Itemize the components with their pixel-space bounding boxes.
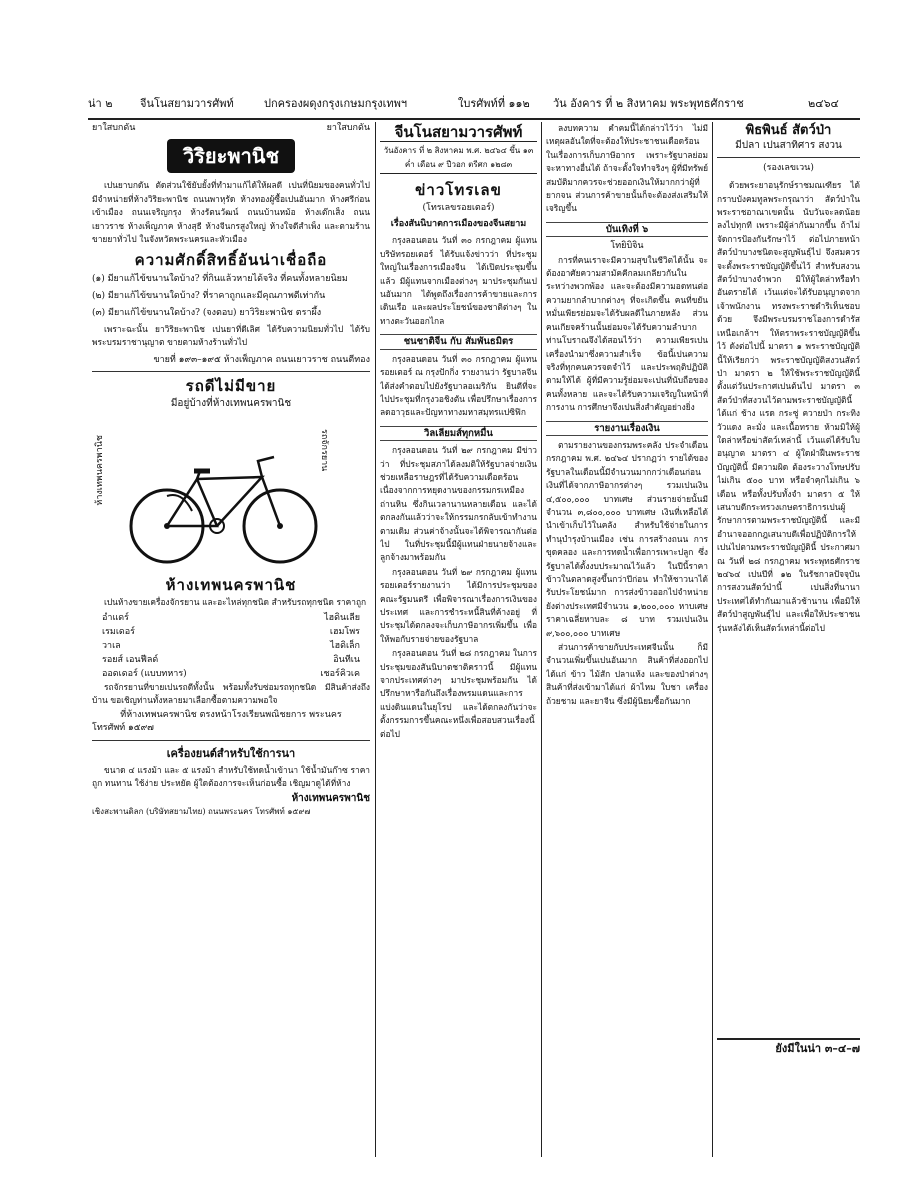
- bicycle-image: [122, 421, 322, 571]
- stock-left: เรมเดอร์: [102, 626, 136, 637]
- stock-row: [92, 625, 370, 639]
- question-item-3: (๓) มียาแก้ไข้ขนานใดบ้าง? (จงตอบ) ยาวิริยะพานิช ตราผึ้ง: [92, 307, 322, 318]
- news-topic: เรื่องสันนิบาตการเมืองของจีนสยาม: [390, 219, 527, 230]
- store-name: ห้างเทพนครพานิช: [165, 575, 297, 594]
- stock-right: ไฮดินเลีย: [324, 612, 360, 623]
- section-heading: บันเทิงที่ ๖: [546, 222, 708, 237]
- header-date: วัน อังคาร ที่ ๒ สิงหาคม พระพุทธศักราช: [553, 97, 744, 110]
- news-subheading: (โทรเลขรอยเตอร์): [422, 202, 495, 213]
- bike-vertical-left: ห้างเทพนครพานิช: [95, 434, 105, 506]
- header-paper-name: จีนโนสยามวารศัพท์: [140, 97, 234, 110]
- question-item-1: (๑) มียาแก้ไข้ขนานใดบ้าง? ที่กินแล้วหายได้จริง ที่คนทั้งหลายนิยม: [92, 273, 348, 284]
- law-title: พิธพินธ์ สัตว์ป่า: [745, 123, 832, 138]
- continued-note: ยังมีในน่า ๓–๔–๗: [717, 1038, 860, 1055]
- law-column: [717, 122, 860, 1162]
- news2-text: กรุงลอนดอน วันที่ ๓๐ กรกฎาคม ผู้แทนรอยเตอร์ ณ กรุงปักกิ่ง รายงานว่า รัฐบาลจีนได้ส่งคำตอบไปยังรัฐบาลอเมริกัน ยินดีที่จะไปประชุมที่กรุงวอชิงตัน เพื่อปรึกษาเรื่องการลดอาวุธและปัญหาทางมหาสมุทรแปซิฟิก: [380, 353, 537, 418]
- news-heading: ข่าวโทรเลข: [415, 181, 502, 200]
- question-text: เพราะฉะนั้น ยาวิริยะพานิช เปนยาที่ดีเลิศ ได้รับความนิยมทั่วไป ได้รับพระบรมราชานุญาต ขายตามห้างร้านทั่วไป: [92, 323, 370, 348]
- stock-left: รอยส์ เอนฟีลด์: [102, 654, 159, 665]
- section-text: การที่คนเราจะมีความสุขในชีวิตได้นั้น จะต้องอาศัยความสามัคคีกลมเกลียวกันในระหว่างพวกพ้อง และจะต้องมีความอดทนต่อความยากลำบากต่างๆ ที่จะเกิดขึ้น คนที่ขยันหมั่นเพียรย่อมจะได้รับผลดีในภายหลัง ส่วนคนเกียจคร้านนั้นย่อมจะได้รับความลำบาก ท่านโบราณจึงได้สอนไว้ว่า ความเพียรเปนเครื่องนำมาซึ่งความสำเร็จ ข้อนี้เปนความจริงที่ทุกคนควรจดจำไว้ และประพฤติปฏิบัติตามให้ได้ ผู้ที่มีความรู้ย่อมจะเปนที่นับถือของคนทั้งหลาย และจะได้รับความเจริญในหน้าที่การงาน การศึกษาจึงเปนสิ่งสำคัญอย่างยิ่ง: [546, 254, 708, 413]
- machine-store: ห้างเทพนครพานิช: [291, 792, 370, 804]
- news4-text: กรุงลอนดอน วันที่ ๒๙ กรกฎาคม ผู้แทนรอยเตอร์รายงานว่า ได้มีการประชุมของคณะรัฐมนตรี เพื่อพิจารณาเรื่องการเงินของประเทศ และการชำระหนี้สินที่ค้างอยู่ ที่ประชุมได้ตกลงจะเก็บภาษีอากรเพิ่มขึ้น เพื่อให้พอกับรายจ่ายของรัฐบาล: [380, 566, 537, 644]
- stock-text: รถจักรยานที่ขายเปนรถดีทั้งนั้น พร้อมทั้งรับซ่อมรถทุกชนิด มีสินค้าส่งถึงบ้าน ขอเชิญท่านทั้งหลายมาเลือกซื้อตามความพอใจ: [92, 681, 370, 706]
- sale-note: ขายที่ ๑๙๓–๑๙๕ ห้างเพ็ญภาค ถนนเยาวราช ถนนตีทอง: [153, 354, 370, 365]
- dateline: วันอังคาร ที่ ๒ สิงหาคม พ.ศ. ๒๔๖๔ ขึ้น ๑๓ ค่ำ เดือน ๙ ปีวอก ตรีศก ๑๒๘๓: [380, 141, 537, 174]
- column-divider: [541, 122, 542, 1157]
- news-text: กรุงลอนดอน วันที่ ๓๐ กรกฎาคม ผู้แทนบริษัทรอยเตอร์ ได้รับแจ้งข่าวว่า ที่ประชุมใหญ่ในเรื่องการเมืองจีน ได้เปิดประชุมขึ้นแล้ว มีผู้แทนจากเมืองต่างๆ มาประชุมกันเปนอันมาก ได้พูดถึงเรื่องการค้าขายและการเดินเรือ และผลประโยชน์ของชาติต่างๆ ในทางตะวันออกไกล: [380, 235, 537, 326]
- stock-row: [92, 653, 370, 667]
- news3-text: กรุงลอนดอน วันที่ ๒๙ กรกฎาคม มีข่าวว่า ที่ประชุมสภาได้ลงมติให้รัฐบาลจ่ายเงินช่วยเหลือราษฎรที่ได้รับความเดือดร้อน เนื่องจากการหยุดงานของกรรมกรเหมืองถ่านหิน ซึ่งกินเวลานานหลายเดือน และได้ตกลงกันแล้วว่าจะให้กรรมกรกลับเข้าทำงานตามเดิม ส่วนค่าจ้างนั้นจะได้พิจารณากันต่อไป ในที่ประชุมนี้มีผู้แทนฝ่ายนายจ้างและลูกจ้างมาพร้อมกัน: [380, 445, 537, 563]
- report-text: ตามรายงานของกรมพระคลัง ประจำเดือน กรกฎาคม พ.ศ. ๒๔๖๔ ปรากฏว่า รายได้ของรัฐบาลในเดือนนี้มีจำนวนมากกว่าเดือนก่อน เงินที่ได้จากภาษีอากรต่างๆ รวมเปนเงิน ๔,๕๐๐,๐๐๐ บาทเศษ ส่วนรายจ่ายนั้นมีจำนวน ๓,๘๐๐,๐๐๐ บาทเศษ เงินที่เหลือได้นำเข้าเก็บไว้ในคลัง สำหรับใช้จ่ายในการทำนุบำรุงบ้านเมือง เช่น การสร้างถนน การขุดคลอง และการทดน้ำเพื่อการเพาะปลูก ซึ่งรัฐบาลได้ตั้งงบประมาณไว้แล้ว ในปีนี้ราคาข้าวในตลาดสูงขึ้นกว่าปีก่อน ทำให้ชาวนาได้รับประโยชน์มาก การส่งข้าวออกไปจำหน่ายยังต่างประเทศมีจำนวน ๑,๒๐๐,๐๐๐ หาบเศษ ราคาเฉลี่ยหาบละ ๘ บาท รวมเปนเงิน ๙,๖๐๐,๐๐๐ บาทเศษ: [546, 439, 708, 638]
- bike-subheading: มีอยู่บ้างที่ห้างเทพนครพานิช: [170, 398, 292, 410]
- bike-vertical-right: รถจักรยาน: [319, 428, 329, 472]
- column-divider: [375, 122, 376, 1157]
- advert-column: [92, 122, 370, 1162]
- bike-heading: รถดีไม่มีขาย: [185, 377, 277, 396]
- page-number: น่า ๒: [88, 97, 113, 110]
- news2-heading: ชนชาติจีน กับ สัมพันธมิตร: [380, 334, 537, 349]
- stock-row: [92, 639, 370, 653]
- bicycle-illustration-box: [92, 415, 370, 575]
- stock-left: อำแดร์: [102, 612, 129, 623]
- header-motto: ปกครองผดุงกรุงเกษมกรุงเทพฯ: [264, 97, 408, 110]
- store-phone: โทรศัพท์ ๑๕๙๗: [92, 722, 154, 733]
- stock-row: [92, 667, 370, 681]
- news5-text: กรุงลอนดอน วันที่ ๒๘ กรกฎาคม ในการประชุมของสันนิบาตชาติคราวนี้ มีผู้แทนจากประเทศต่างๆ มาประชุมพร้อมกัน ได้ปรึกษาหารือกันถึงเรื่องพรมแดนและการแบ่งดินแดนในยุโรป และได้ตกลงกันว่าจะตั้งกรรมการขึ้นคณะหนึ่งเพื่อสอบสวนเรื่องนี้ต่อไป: [380, 648, 537, 739]
- stock-left: ออดเดอร์ (แบบทหาร): [102, 668, 187, 679]
- report2-text: ส่วนการค้าขายกับประเทศจีนนั้น ก็มีจำนวนเพิ่มขึ้นเปนอันมาก สินค้าที่ส่งออกไปได้แก่ ข้าว ไม้สัก ปลาแห้ง และของป่าต่างๆ สินค้าที่ส่งเข้ามาได้แก่ ผ้าไหม ใบชา เครื่องถ้วยชาม และยาจีน ซึ่งมีผู้นิยมซื้อกันมาก: [546, 642, 708, 706]
- law-subtitle: มีปลา เปนสาทิศาร สงวน: [735, 140, 842, 152]
- newspaper-title: จีนโนสยามวารศัพท์: [394, 123, 523, 141]
- question-item-2: (๒) มียาแก้ไข้ขนานใดบ้าง? ที่ราคาถูกและมีคุณภาพดีเท่ากัน: [92, 290, 326, 301]
- column-divider: [712, 122, 713, 1157]
- machine-address: เชิงสะพานดิลก (บริษัทสยามไทย) ถนนพระนคร โทรศัพท์ ๑๕๙๗: [92, 806, 311, 816]
- news-column: [380, 122, 537, 1162]
- stock-row: [92, 611, 370, 625]
- stock-right: เฮมโพร: [329, 626, 360, 637]
- advert-text: เปนยาบกดัน ตัดส่วนใช้ยับยั้งที่ทำมาแก้ได้ให้ผลดี เปนที่นิยมของคนทั่วไป มีจำหน่ายที่ห้างวิริยะพานิช ถนนพาหุรัด ห้างทองผู้ซื้อเปนอันมาก ห้างศรีก่อนเข้าเมือง ถนนเจริญกรุง ห้างรัตนวัฒน์ ถนนบ้านหม้อ ห้างเต๊กเส็ง ถนนเยาวราช ห้างเพ็ญภาค ห้างสุธี ห้างจีนกรสูงใหญ่ ห้างใจดีสำเพ็ง และตามร้านขายยาทั่วไป ในจังหวัดพระนครและหัวเมือง: [92, 180, 370, 245]
- news3-heading: วิลเลียมส์ทุกหมื่น: [380, 426, 537, 441]
- law-text: ด้วยพระยาอนุรักษ์ราชมณเฑียร ได้กราบบังคมทูลพระกรุณาว่า สัตว์ป่าในพระราชอาณาเขตนั้น นับวันจะลดน้อยลงไปทุกที เพราะมีผู้ล่ากันมากขึ้น ถ้าไม่จัดการป้องกันรักษาไว้ ต่อไปภายหน้าสัตว์ป่าบางชนิดจะสูญพันธุ์ไป จึงสมควรจะตั้งพระราชบัญญัติขึ้นไว้ สำหรับสงวนสัตว์ป่าบางจำพวก มิให้ผู้ใดล่าหรือทำอันตรายได้ เว้นแต่จะได้รับอนุญาตจากเจ้าพนักงาน ทรงพระราชดำริเห็นชอบด้วย จึงมีพระบรมราชโองการดำรัสเหนือเกล้าฯ ให้ตราพระราชบัญญัติขึ้นไว้ ดังต่อไปนี้ มาตรา ๑ พระราชบัญญัตินี้ให้เรียกว่า พระราชบัญญัติสงวนสัตว์ป่า มาตรา ๒ ให้ใช้พระราชบัญญัตินี้ตั้งแต่วันประกาศเปนต้นไป มาตรา ๓ สัตว์ป่าที่สงวนไว้ตามพระราชบัญญัตินี้ ได้แก่ ช้าง แรด กระซู่ ควายป่า กระทิง วัวแดง ละมั่ง และเนื้อทราย ห้ามมิให้ผู้ใดล่าหรือฆ่าสัตว์เหล่านี้ เว้นแต่ได้รับใบอนุญาต มาตรา ๔ ผู้ใดฝ่าฝืนพระราชบัญญัตินี้ มีความผิด ต้องระวางโทษปรับไม่เกิน ๕๐๐ บาท หรือจำคุกไม่เกิน ๖ เดือน หรือทั้งปรับทั้งจำ มาตรา ๕ ให้เสนาบดีกระทรวงเกษตราธิการเปนผู้รักษาการตามพระราชบัญญัตินี้ และมีอำนาจออกกฎเสนาบดีเพื่อปฏิบัติการให้เปนไปตามพระราชบัญญัตินี้ ประกาศมา ณ วันที่ ๒๘ กรกฎาคม พระพุทธศักราช ๒๔๖๔ เปนปีที่ ๑๒ ในรัชกาลปัจจุบัน การสงวนสัตว์ป่านี้ เปนสิ่งที่นานาประเทศได้ทำกันมาแล้วช้านาน เพื่อมิให้สัตว์ป่าสูญพันธุ์ไป และเพื่อให้ประชาชนรุ่นหลังได้เห็นสัตว์เหล่านี้ต่อไป: [717, 180, 860, 633]
- banner-right-label: ยาใสบกดัน: [326, 123, 370, 133]
- law-byline: (รองเลขเวน): [763, 162, 814, 173]
- header-year: ๒๔๖๔: [808, 97, 839, 110]
- banner-row: [92, 122, 370, 135]
- page-header: [88, 94, 858, 116]
- header-issue: ใบรศัพท์ที่ ๑๑๒: [458, 97, 530, 110]
- advert-heading: ความศักดิ์สิทธิ์อันน่าเชื่อถือ: [134, 251, 328, 270]
- header-rule: [88, 118, 860, 120]
- intro-text: ลงบทความ คำคมนี้ได้กล่าวไว้ว่า ไม่มีเหตุผลอันใดที่จะต้องให้ประชาชนเดือดร้อน ในเรื่องการเก็บภาษีอากร เพราะรัฐบาลย่อมจะหาทางอื่นได้ ถ้าจะตั้งใจทำจริงๆ ผู้ที่มีทรัพย์สมบัติมากควรจะช่วยออกเงินให้มากกว่าผู้ที่ยากจน ส่วนการค้าขายนั้นก็จะต้องส่งเสริมให้เจริญขึ้น: [546, 123, 708, 214]
- machine-heading: เครื่องยนต์สำหรับใช้การนา: [166, 747, 296, 761]
- stock-right: เชอร์คิวเค: [320, 668, 360, 679]
- stock-right: อินทีเน: [333, 654, 360, 665]
- advert-banner: วิริยะพานิช: [167, 139, 295, 173]
- article-column: [546, 122, 708, 1162]
- stock-right: ไฮดิเล็ก: [330, 640, 360, 651]
- banner-left-label: ยาใสบกดัน: [92, 123, 136, 133]
- section-subheading: โทยิบิจิน: [610, 241, 644, 252]
- store-address: ที่ห้างเทพนครพานิช ตรงหน้าโรงเรียนพณิชยการ พระนคร: [120, 709, 342, 720]
- machine-text: ขนาด ๔ แรงม้า และ ๕ แรงม้า สำหรับใช้ทดน้ำเข้านา ใช้น้ำมันก๊าซ ราคาถูก ทนทาน ใช้ง่าย ประหยัด ผู้ใดต้องการจะเห็นก่อนซื้อ เชิญมาดูได้ที่ห้าง: [92, 764, 370, 789]
- stock-left: วาเล: [102, 640, 121, 651]
- store-text: เปนห้างขายเครื่องจักรยาน และอะไหล่ทุกชนิด สำหรับรถทุกชนิด ราคาถูก: [104, 597, 367, 608]
- report-heading: รายงานเรื่องเงิน: [546, 421, 708, 436]
